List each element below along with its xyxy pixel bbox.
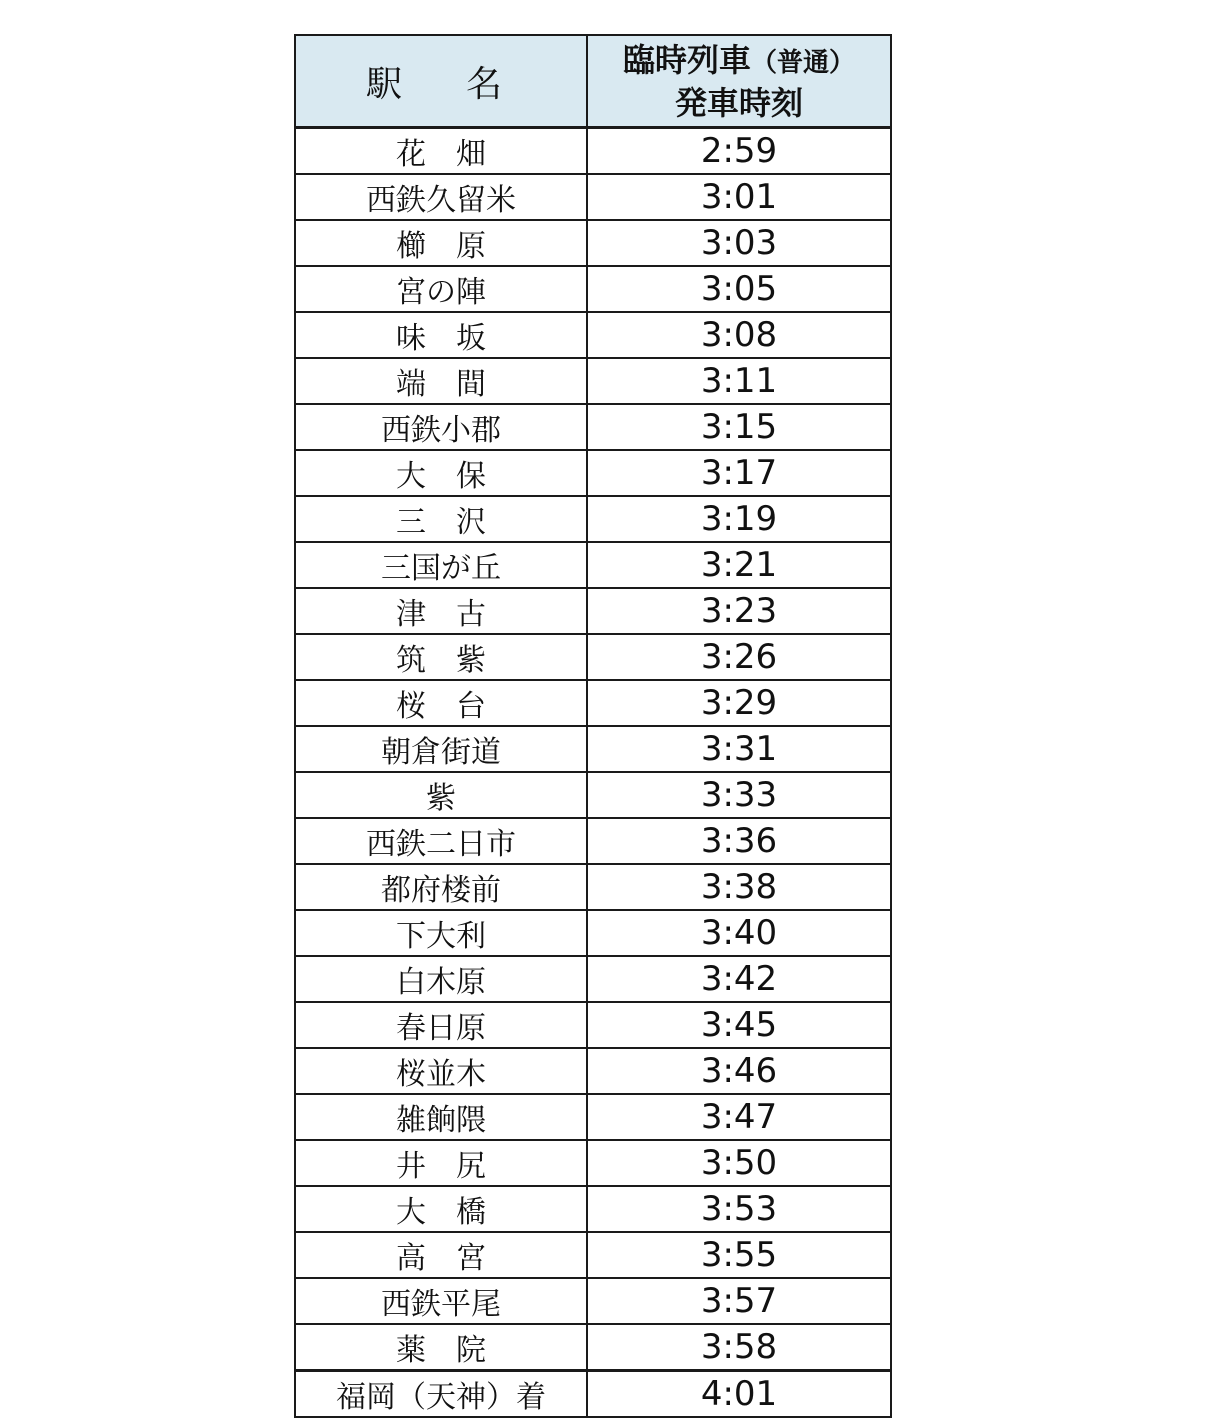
station-name: 大 保 <box>295 450 587 496</box>
table-row <box>295 910 891 956</box>
departure-time: 3:19 <box>587 496 891 542</box>
departure-time-header <box>587 35 891 128</box>
station-name: 三 沢 <box>295 496 587 542</box>
departure-time: 3:01 <box>587 174 891 220</box>
departure-time: 3:17 <box>587 450 891 496</box>
departure-time: 3:57 <box>587 1278 891 1324</box>
table-row <box>295 864 891 910</box>
departure-time: 3:29 <box>587 680 891 726</box>
departure-time: 3:26 <box>587 634 891 680</box>
departure-time: 3:21 <box>587 542 891 588</box>
station-name: 味 坂 <box>295 312 587 358</box>
station-name: 雑餉隈 <box>295 1094 587 1140</box>
arrival-station-name: 福岡（天神）着 <box>295 1371 587 1418</box>
station-name: 筑 紫 <box>295 634 587 680</box>
table-row <box>295 312 891 358</box>
station-name: 西鉄二日市 <box>295 818 587 864</box>
station-name: 井 尻 <box>295 1140 587 1186</box>
station-name: 津 古 <box>295 588 587 634</box>
header-row <box>295 35 891 128</box>
departure-time: 3:55 <box>587 1232 891 1278</box>
table-row <box>295 128 891 175</box>
arrival-row <box>295 1371 891 1418</box>
table-row <box>295 1094 891 1140</box>
station-name: 薬 院 <box>295 1324 587 1371</box>
departure-time: 3:50 <box>587 1140 891 1186</box>
table-row <box>295 1140 891 1186</box>
station-name: 桜並木 <box>295 1048 587 1094</box>
station-name: 桜 台 <box>295 680 587 726</box>
departure-time: 2:59 <box>587 128 891 175</box>
table-row <box>295 358 891 404</box>
station-name: 櫛 原 <box>295 220 587 266</box>
table-row <box>295 680 891 726</box>
station-name: 朝倉街道 <box>295 726 587 772</box>
table-row <box>295 772 891 818</box>
arrival-time: 4:01 <box>587 1371 891 1418</box>
table-row <box>295 542 891 588</box>
station-name: 西鉄小郡 <box>295 404 587 450</box>
departure-time: 3:36 <box>587 818 891 864</box>
station-name: 春日原 <box>295 1002 587 1048</box>
table-row <box>295 1278 891 1324</box>
departure-time: 3:40 <box>587 910 891 956</box>
departure-time: 3:05 <box>587 266 891 312</box>
station-name: 高 宮 <box>295 1232 587 1278</box>
table-row <box>295 220 891 266</box>
station-name: 都府楼前 <box>295 864 587 910</box>
table-row <box>295 1324 891 1371</box>
table-row <box>295 1186 891 1232</box>
station-name: 大 橋 <box>295 1186 587 1232</box>
departure-label: 発車時刻 <box>674 83 803 122</box>
departure-time: 3:23 <box>587 588 891 634</box>
departure-time: 3:47 <box>587 1094 891 1140</box>
departure-time: 3:46 <box>587 1048 891 1094</box>
station-name-header: 駅 名 <box>295 35 587 128</box>
departure-time: 3:11 <box>587 358 891 404</box>
table-row <box>295 634 891 680</box>
table-row <box>295 1232 891 1278</box>
table-row <box>295 818 891 864</box>
table-row <box>295 174 891 220</box>
station-name: 端 間 <box>295 358 587 404</box>
departure-time: 3:53 <box>587 1186 891 1232</box>
station-name: 三国が丘 <box>295 542 587 588</box>
train-type-label <box>588 40 890 83</box>
table-row <box>295 956 891 1002</box>
table-row <box>295 1048 891 1094</box>
table-row <box>295 588 891 634</box>
train-type-paren: （普通） <box>751 47 856 78</box>
departure-time: 3:58 <box>587 1324 891 1371</box>
departure-time: 3:38 <box>587 864 891 910</box>
station-name: 花 畑 <box>295 128 587 175</box>
departure-time: 3:42 <box>587 956 891 1002</box>
table-row <box>295 496 891 542</box>
table-row <box>295 1002 891 1048</box>
table-row <box>295 266 891 312</box>
timetable-body <box>295 128 891 1418</box>
station-name: 白木原 <box>295 956 587 1002</box>
station-name: 西鉄久留米 <box>295 174 587 220</box>
table-row <box>295 404 891 450</box>
table-row <box>295 450 891 496</box>
departure-time: 3:45 <box>587 1002 891 1048</box>
station-name: 下大利 <box>295 910 587 956</box>
departure-time: 3:08 <box>587 312 891 358</box>
departure-time: 3:03 <box>587 220 891 266</box>
station-name: 紫 <box>295 772 587 818</box>
departure-time: 3:33 <box>587 772 891 818</box>
table-row <box>295 726 891 772</box>
station-name: 西鉄平尾 <box>295 1278 587 1324</box>
departure-time: 3:15 <box>587 404 891 450</box>
train-type-text: 臨時列車 <box>622 40 751 79</box>
departure-time: 3:31 <box>587 726 891 772</box>
station-name: 宮の陣 <box>295 266 587 312</box>
timetable <box>294 34 892 1418</box>
